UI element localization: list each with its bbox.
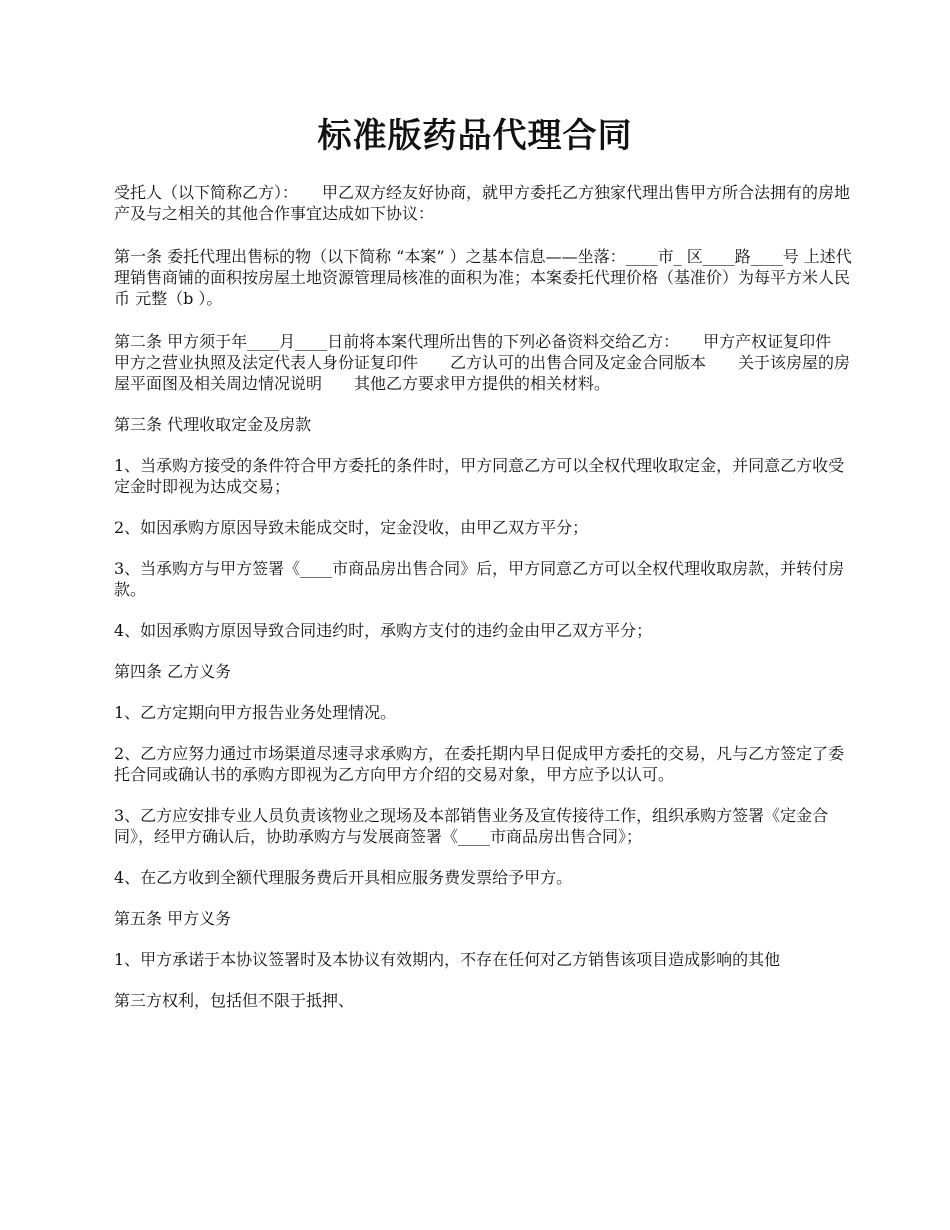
article-1-paragraph: 第一条 委托代理出售标的物（以下简称 “本案” ）之基本信息——坐落：____市_ 区____路____号 上述代理销售商铺的面积按房屋土地资源管理局核准的面积为准；本案委托代理价格（基准价）为每平方米人民币 元整（b ）。 [114, 247, 852, 308]
intro-paragraph: 受托人（以下简称乙方）： 甲乙双方经友好协商，就甲方委托乙方独家代理出售甲方所合法拥有的房地产及与之相关的其他合作事宜达成如下协议： [114, 183, 851, 223]
article-3-item-1: 1、当承购方接受的条件符合甲方委托的条件时，甲方同意乙方可以全权代理收取定金，并同意乙方收受定金时即视为达成交易； [114, 456, 845, 496]
article-4-item-1: 1、乙方定期向甲方报告业务处理情况。 [114, 703, 397, 722]
document-body [114, 178, 864, 1011]
article-2-paragraph: 第二条 甲方须于年____月____日前将本案代理所出售的下列必备资料交给乙方： 甲方产权证复印件 甲方之营业执照及法定代表人身份证复印件 乙方认可的出售合同及定金合同版本 关于该房屋的房屋平面图及相关周边情况说明 其他乙方要求甲方提供的相关材料。 [114, 332, 864, 393]
article-3-item-2: 2、如因承购方原因导致未能成交时，定金没收，由甲乙双方平分； [114, 518, 589, 537]
article-4-item-2: 2、乙方应努力通过市场渠道尽速寻求承购方，在委托期内早日促成甲方委托的交易，凡与乙方签定了委托合同或确认书的承购方即视为乙方向甲方介绍的交易对象，甲方应予以认可。 [114, 744, 845, 784]
article-5-heading: 第五条 甲方义务 [114, 909, 232, 928]
article-4-item-4: 4、在乙方收到全额代理服务费后开具相应服务费发票给予甲方。 [114, 868, 573, 887]
article-3-item-3: 3、当承购方与甲方签署《____市商品房出售合同》后，甲方同意乙方可以全权代理收取房款，并转付房款。 [114, 559, 845, 599]
article-3-heading: 第三条 代理收取定金及房款 [114, 415, 312, 434]
article-5-item-1: 1、甲方承诺于本协议签署时及本协议有效期内，不存在任何对乙方销售该项目造成影响的其他 [114, 950, 781, 969]
article-4-heading: 第四条 乙方义务 [114, 662, 232, 681]
document-title: 标准版药品代理合同 [317, 116, 633, 156]
article-5-continuation: 第三方权利，包括但不限于抵押、 [114, 991, 355, 1010]
article-4-item-3: 3、乙方应安排专业人员负责该物业之现场及本部销售业务及宣传接待工作，组织承购方签署《定金合同》，经甲方确认后，协助承购方与发展商签署《____市商品房出售合同》； [114, 806, 829, 846]
article-3-item-4: 4、如因承购方原因导致合同违约时，承购方支付的违约金由甲乙双方平分； [114, 621, 653, 640]
